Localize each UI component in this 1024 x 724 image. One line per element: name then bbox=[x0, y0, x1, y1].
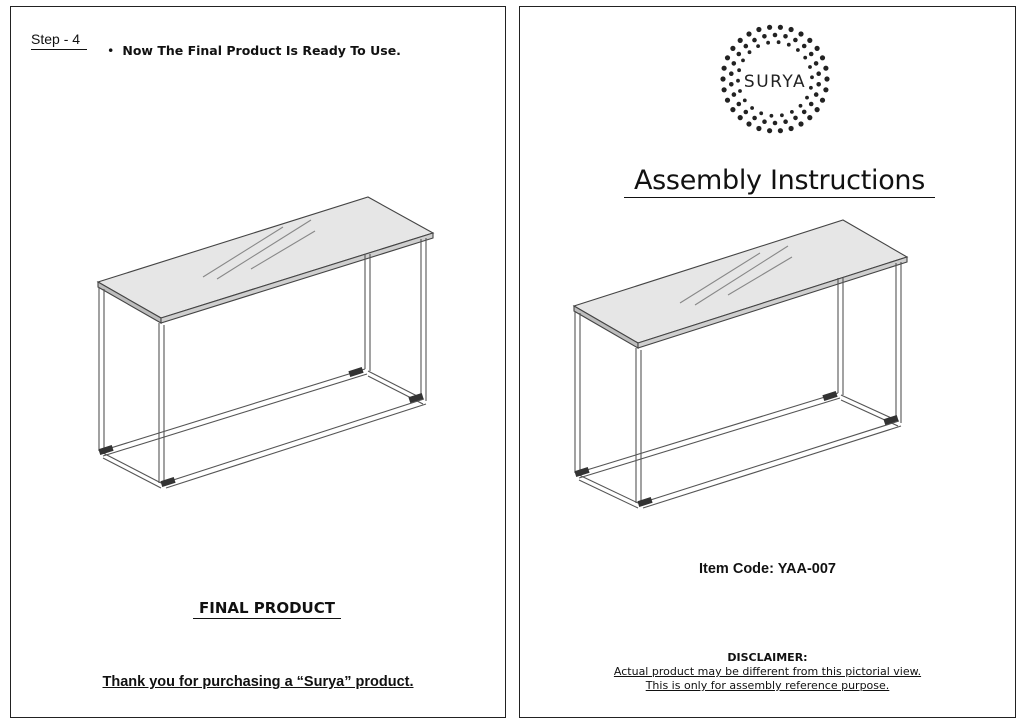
console-table-illustration bbox=[520, 7, 1017, 719]
right-page bbox=[519, 6, 1016, 718]
disclaimer-heading: DISCLAIMER: bbox=[727, 651, 808, 664]
left-page bbox=[10, 6, 506, 718]
step-label: Step - 4 bbox=[31, 31, 87, 50]
disclaimer bbox=[520, 651, 1015, 693]
page-title: Assembly Instructions bbox=[624, 165, 935, 198]
item-code: Item Code: YAA-007 bbox=[699, 561, 836, 577]
thank-you-text: Thank you for purchasing a “Surya” product. bbox=[102, 674, 414, 690]
logo-text: SURYA bbox=[743, 72, 807, 92]
final-product-caption: FINAL PRODUCT bbox=[193, 599, 341, 619]
disclaimer-line-2: This is only for assembly reference purpose. bbox=[645, 679, 890, 692]
instruction-text: Now The Final Product Is Ready To Use. bbox=[122, 43, 401, 58]
bullet-icon: • bbox=[107, 43, 115, 58]
disclaimer-line-1: Actual product may be different from this pictorial view. bbox=[613, 665, 922, 678]
thank-you-note bbox=[11, 674, 505, 690]
